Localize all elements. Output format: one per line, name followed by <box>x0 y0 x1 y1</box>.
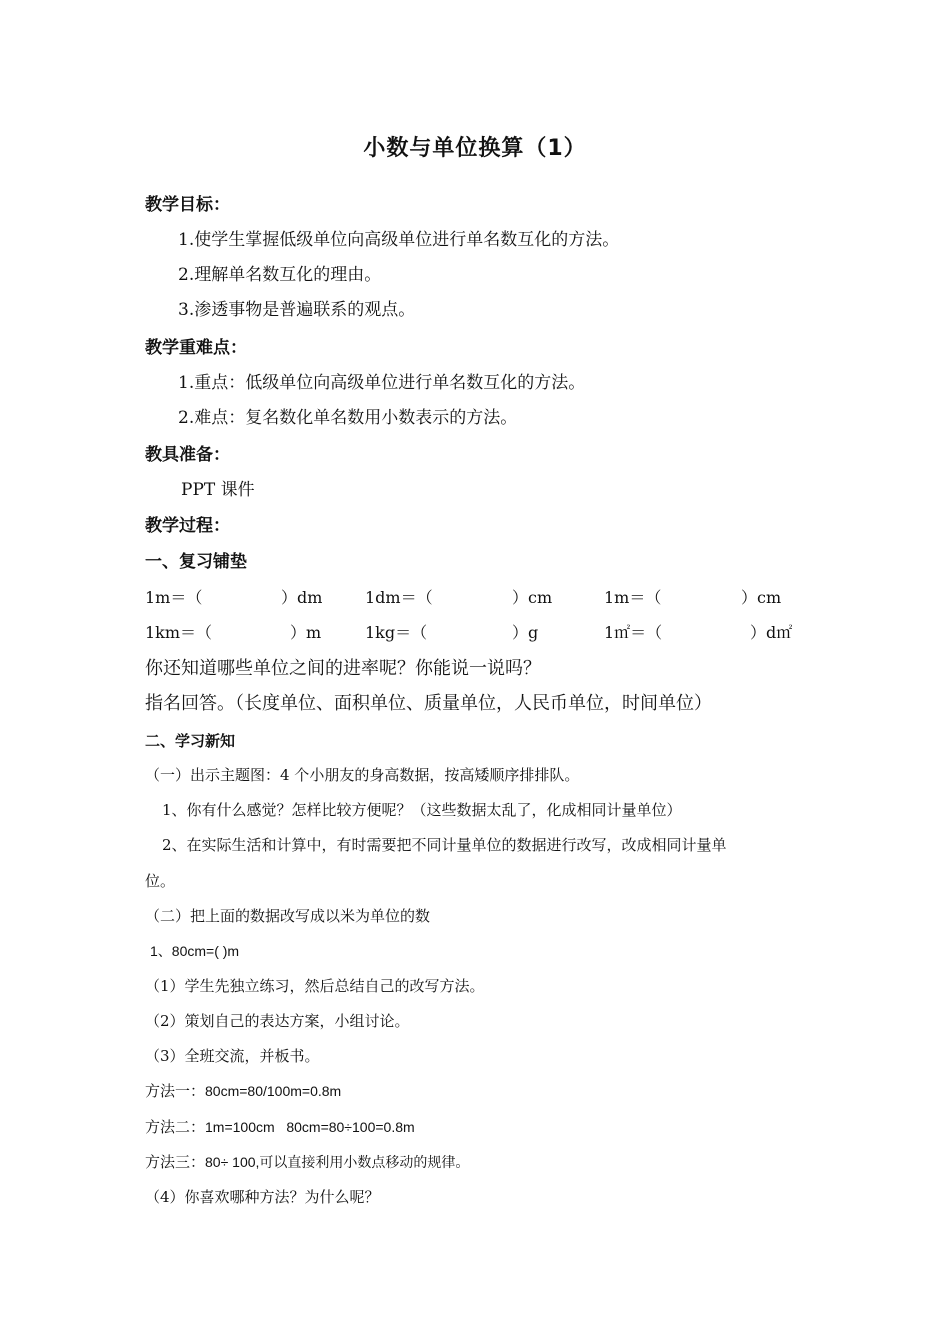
conversion-prefix: 1㎡＝（ <box>604 623 663 642</box>
exercise-1: 1、80cm=( )m <box>150 943 240 959</box>
method-text: 80cm=80/100m=0.8m <box>205 1083 342 1099</box>
goal-item-2: 2.理解单名数互化的理由。 <box>178 265 382 285</box>
conversion-suffix: ）dm <box>281 588 323 607</box>
goal-item-1: 1.使学生掌握低级单位向高级单位进行单名数互化的方法。 <box>178 230 620 250</box>
goal-item-3: 3.渗透事物是普遍联系的观点。 <box>178 300 416 320</box>
method-text: 80÷ 100,可以直接利用小数点移动的规律。 <box>205 1154 470 1170</box>
question-1: 1、你有什么感觉？怎样比较方便呢？（这些数据太乱了，化成相同计量单位） <box>162 801 682 819</box>
materials-heading: 教具准备： <box>145 445 230 465</box>
conversion-prefix: 1m＝（ <box>604 588 662 607</box>
conversion-suffix: ）cm <box>741 588 782 607</box>
conversion-prefix: 1km＝（ <box>145 623 213 642</box>
question-2-line-1: 2、在实际生活和计算中，有时需要把不同计量单位的数据进行改写，改成相同计量单 <box>162 836 727 854</box>
review-answer: 指名回答。（长度单位、面积单位、质量单位，人民币单位，时间单位） <box>145 693 712 714</box>
method-1 <box>145 1080 341 1102</box>
step-3: （3）全班交流，并板书。 <box>145 1047 320 1065</box>
review-question: 你还知道哪些单位之间的进率呢？你能说一说吗？ <box>145 658 541 679</box>
step-1: （1）学生先独立练习，然后总结自己的改写方法。 <box>145 977 485 995</box>
section1-heading: 一、复习铺垫 <box>145 552 247 572</box>
method-label: 方法二： <box>145 1118 206 1136</box>
question-4: （4）你喜欢哪种方法？为什么呢？ <box>145 1188 380 1206</box>
goals-heading: 教学目标： <box>145 195 230 215</box>
key-points-heading: 教学重难点： <box>145 338 247 358</box>
conversion-suffix: ）cm <box>512 588 553 607</box>
key-point-item-1: 1.重点：低级单位向高级单位进行单名数互化的方法。 <box>178 373 586 393</box>
conversion-suffix: ）d㎡ <box>750 623 793 642</box>
method-text: 1m=100cm 80cm=80÷100=0.8m <box>205 1119 415 1135</box>
method-label: 方法一： <box>145 1082 206 1100</box>
step-2: （2）策划自己的表达方案，小组讨论。 <box>145 1012 410 1030</box>
conversion-prefix: 1dm＝（ <box>365 588 433 607</box>
process-heading: 教学过程： <box>145 516 230 536</box>
materials-item: PPT 课件 <box>181 480 255 500</box>
question-2-line-2: 位。 <box>145 872 176 890</box>
key-point-item-2: 2.难点：复名数化单名数用小数表示的方法。 <box>178 408 518 428</box>
conversion-prefix: 1kg＝（ <box>365 623 428 642</box>
method-3 <box>145 1151 469 1173</box>
conversion-prefix: 1m＝（ <box>145 588 203 607</box>
page-title: 小数与单位换算（1） <box>363 136 587 161</box>
method-label: 方法三： <box>145 1153 206 1171</box>
conversion-suffix: ）g <box>512 623 539 642</box>
method-2 <box>145 1116 415 1138</box>
part1-intro: （一）出示主题图：4 个小朋友的身高数据，按高矮顺序排排队。 <box>145 766 580 784</box>
conversion-suffix: ）m <box>290 623 322 642</box>
part2-intro: （二）把上面的数据改写成以米为单位的数 <box>145 907 431 925</box>
section2-heading: 二、学习新知 <box>145 732 236 750</box>
